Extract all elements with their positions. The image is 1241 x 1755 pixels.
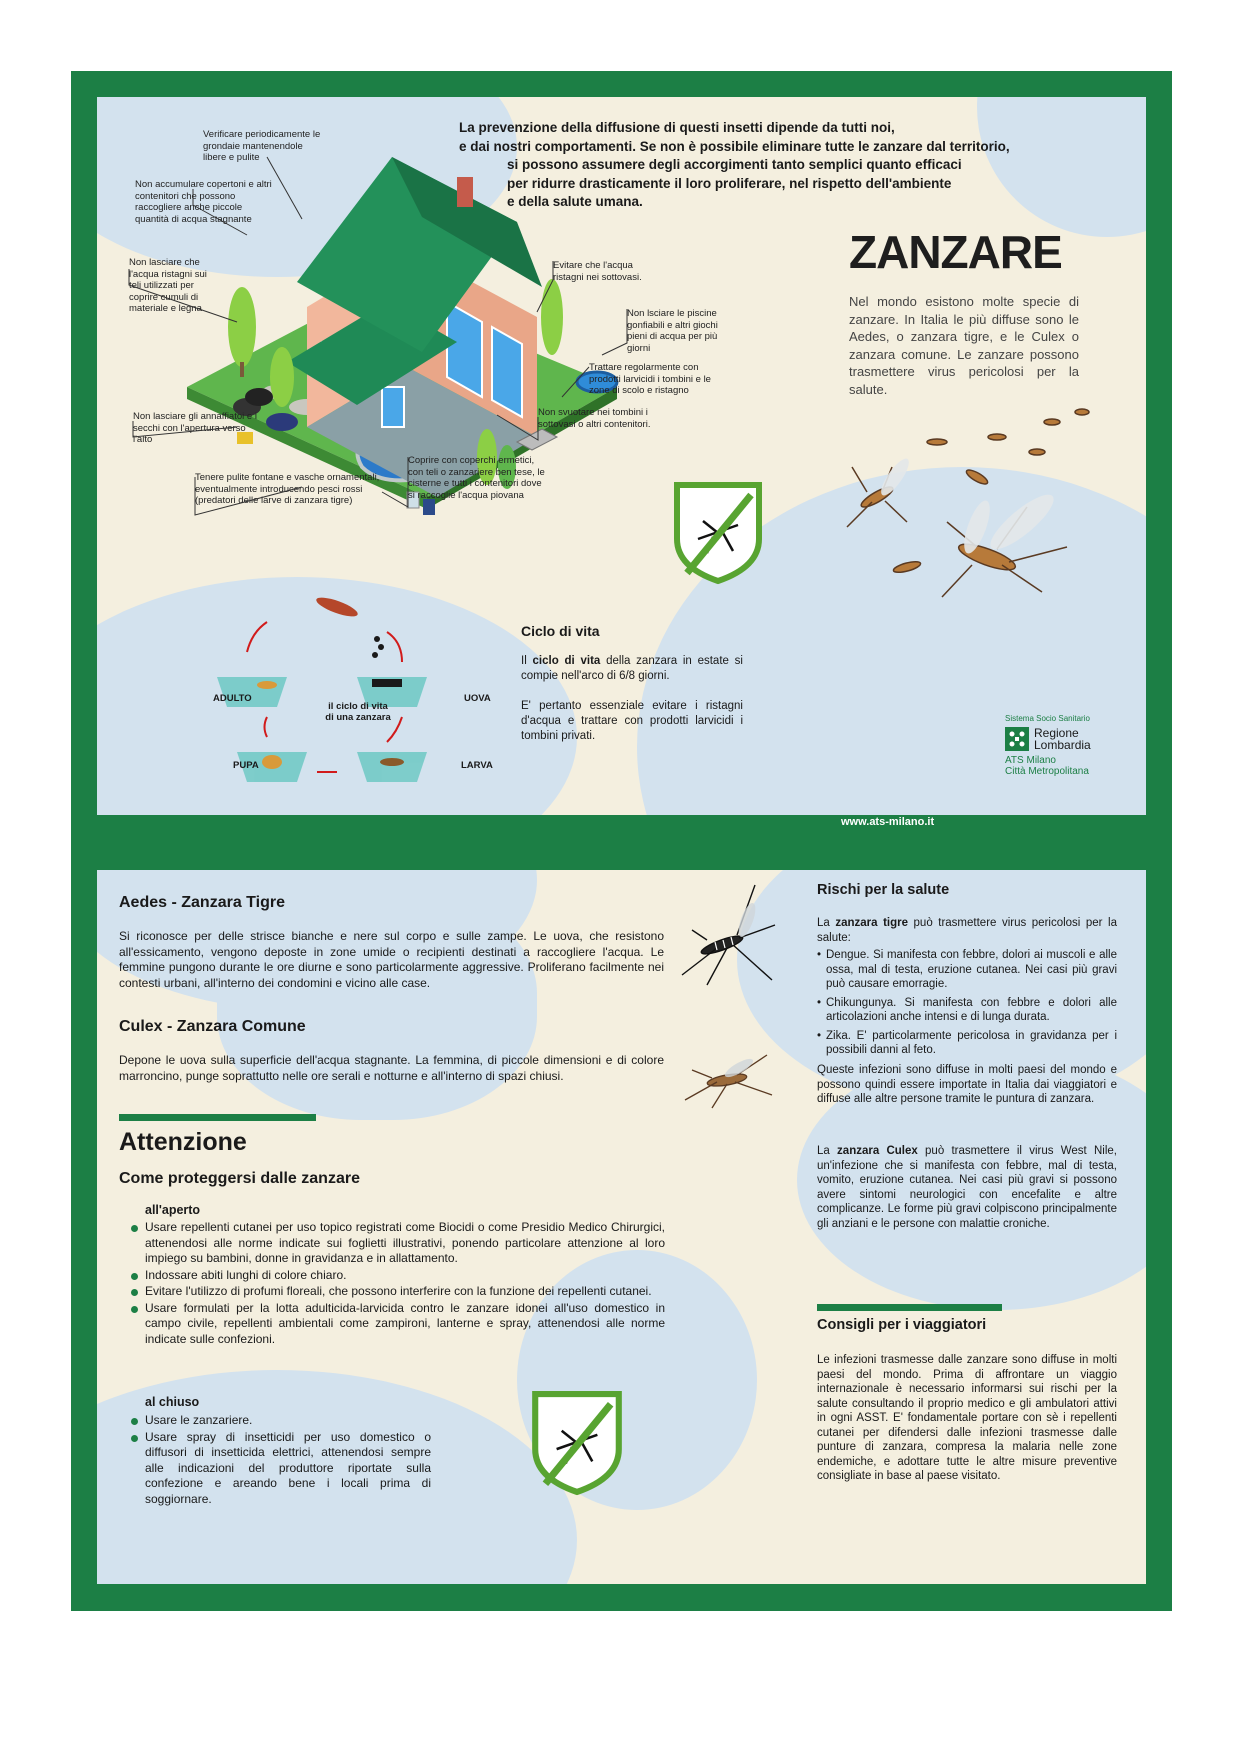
rischi-item: • Dengue. Si manifesta con febbre, dolori ai muscoli e alle ossa, mal di testa, eruzione cutanea. Nei casi più gravi può causare emorragie. [817,948,1117,992]
ciclo-paragraph-1: Il ciclo di vita della zanzara in estate si compie nell'arco di 6/8 giorni. [521,655,743,682]
bottom-panel [97,870,1146,1584]
aperto-title: all'aperto [145,1203,201,1217]
cycle-label-larva: LARVA [461,760,493,771]
rischi-item: • Chikungunya. Si manifesta con febbre e dolori alle articolazioni anche intensi e di lunga durata. [817,996,1117,1025]
callout-svuotare: Non svuotare nei tombini i sottovasi o altri contenitori. [538,407,651,430]
ciclo-title: Ciclo di vita [521,623,600,639]
callout-lines [97,97,797,547]
cycle-label-adulto: ADULTO [213,693,252,704]
culex-text: Depone le uova sulla superficie dell'acqua stagnante. La femmina, di piccole dimensioni e di colore marroncino, punge soprattutto nelle ore serali e notturne e all'interno di spazi chiusi. [119,1053,664,1083]
callout-fontane: Tenere pulite fontane e vasche ornamentali, eventualmente introducendo pesci rossi (predatori delle larve di zanzara tigre) [195,472,380,506]
no-mosquito-shield-icon [673,481,763,585]
aperto-list [131,1220,665,1348]
aperto-item: Usare repellenti cutanei per uso topico registrati come Biocidi o come Presidio Medico Chirurgici, attenendosi alle norme indicate sui foglietti illustrativi, ponendo particolare attenzione al loro impiego su bambini, donne in gravidanza e in allattamento. [131,1220,665,1267]
website-link[interactable]: www.ats-milano.it [841,816,935,828]
callout-copertoni: Non accumulare copertoni e altri contenitori che possono raccogliere anche piccole quantità di acqua stagnante [135,179,272,225]
callout-tombini: Trattare regolarmente con prodotti larvicidi i tombini e le zone di scolo e ristagno [589,362,711,396]
section-divider [817,1304,1002,1311]
mosquito-swarm-illustration [837,397,1137,607]
callout-annaffiatoi: Non lasciare gli annaffiatoi e i secchi con l'apertura verso l'alto [133,411,257,445]
title-description: Nel mondo esistono molte specie di zanzare. In Italia le più diffuse sono le Aedes, o zanzara tigre, e le Culex o zanzara comune. Le zanzare possono trasmettere virus pericolosi per la salute. [849,294,1079,397]
attenzione-subtitle: Come proteggersi dalle zanzare [119,1170,360,1187]
section-divider [119,1114,316,1121]
culex-title: Culex - Zanzara Comune [119,1018,306,1035]
cycle-center-label: il ciclo di vita di una zanzara [325,701,391,723]
rischi-title: Rischi per la salute [817,882,950,898]
ciclo-paragraph-2: E' pertanto essenziale evitare i ristagni d'acqua e trattare con prodotti larvicidi i tombini privati. [521,700,743,742]
chiuso-item: Usare spray di insetticidi per uso domestico o diffusori di insetticida elettrici, attenendosi sempre alle indicazioni del produttore riportate sulla confezione e areando bene i locali prima di soggiornare. [131,1430,431,1508]
rischi-list [817,948,1117,1062]
regione-logo-icon [1005,727,1029,751]
rischi-culex-text: La zanzara Culex può trasmettere il virus West Nile, un'infezione che si manifesta con febbre, mal di testa, vomito, eruzione cutanea. Nei casi più gravi si possono avere sintomi neurologici con encefalite e altre complicanze. Le forme più gravi colpiscono principalmente gli anziani e le persone con malattie croniche. [817,1145,1117,1230]
callout-teli: Non lasciare che l'acqua ristagni sui teli utilizzati per coprire cumuli di materiale e legna [129,257,207,314]
regione-lombardia-text: Regione Lombardia [1034,726,1091,752]
aperto-item: Usare formulati per la lotta adulticida-larvicida contro le zanzare idonei all'uso domestico in campo civile, repellenti ambientali come zampironi, lanterne e spray, attenendosi alle norme indicate sulle confezioni. [131,1301,665,1348]
rischi-intro: La zanzara tigre può trasmettere virus pericolosi per la salute: [817,917,1117,944]
callout-piscine: Non lsciare le piscine gonfiabili e altri giochi pieni di acqua per più giorni [627,308,718,354]
page-title: ZANZARE [849,226,1062,278]
callout-grondaie: Verificare periodicamente le grondaie mantenendole libere e pulite [203,129,321,163]
attenzione-title: Attenzione [119,1128,247,1156]
chiuso-item: Usare le zanzariere. [131,1413,431,1429]
rischi-after-text: Queste infezioni sono diffuse in molti paesi del mondo e possono quindi essere importate in Italia dai viaggiatori e diffuse alle altre persone tramite le puntura di zanzara. [817,1064,1117,1105]
page-frame [71,71,1172,1611]
cycle-label-uova: UOVA [464,693,491,704]
aedes-text: Si riconosce per delle strisce bianche e nere sul corpo e sulle zampe. Le uova, che resistono all'essicamento, vengono deposte in zone umide o recipienti destinati a raccogliere l'acqua. Le femmine pungono durante le ore diurne e sono particolarmente aggressive. Proliferano facilmente nei contesti urbani, all'interno dei condomini e vicino alle case. [119,929,664,990]
viaggiatori-text: Le infezioni trasmesse dalle zanzare sono diffuse in molti paesi del mondo. Prima di affrontare un viaggio internazionale è necessario informarsi sui rischi per la salute consultando il proprio medico e gli ambulatori attivi in ogni ASST. E' fondamentale portare con sè i repellenti cutanei per difendersi dalle infezioni trasmesse dalle punture di zanzara, compresa la malaria nelle zone endemiche, e adottare tutte le altre misure preventive consigliate in base al paese visitato. [817,1354,1117,1482]
no-mosquito-shield-icon [531,1390,623,1496]
callout-sottovasi: Evitare che l'acqua ristagni nei sottovasi. [553,260,642,283]
aedes-mosquito-illustration [677,880,777,990]
callout-cisterne: Coprire con coperchi ermetici, con teli o zanzariere ben tese, le cisterne e tutti i contenitori dove si raccoglie l'acqua piovana [408,455,545,501]
bg-blob [217,890,537,1120]
ats-milano-text: ATS Milano Città Metropolitana [1005,755,1089,777]
aedes-title: Aedes - Zanzara Tigre [119,894,285,911]
intro-text: La prevenzione della diffusione di questi insetti dipende da tutti noi, e dai nostri comportamenti. Se non è possibile eliminare tutte le zanzare dal territorio, si possono assumere degli accorgimenti tanto semplici quanto efficaci per ridurre drasticamente il loro proliferare, nel rispetto dell'ambiente e della salute umana. [459,120,1010,209]
aperto-item: Indossare abiti lunghi di colore chiaro. [131,1268,665,1284]
cycle-label-pupa: PUPA [233,760,259,771]
logo-small-text: Sistema Socio Sanitario [1005,714,1090,723]
chiuso-title: al chiuso [145,1395,200,1409]
rischi-item: • Zika. E' particolarmente pericolosa in gravidanza per i possibili danni al feto. [817,1029,1117,1058]
aperto-item: Evitare l'utilizzo di profumi floreali, che possono interferire con la funzione dei repellenti cutanei. [131,1284,665,1300]
chiuso-list [131,1413,431,1508]
top-panel [97,97,1146,815]
viaggiatori-title: Consigli per i viaggiatori [817,1317,987,1333]
culex-mosquito-illustration [677,1040,777,1110]
